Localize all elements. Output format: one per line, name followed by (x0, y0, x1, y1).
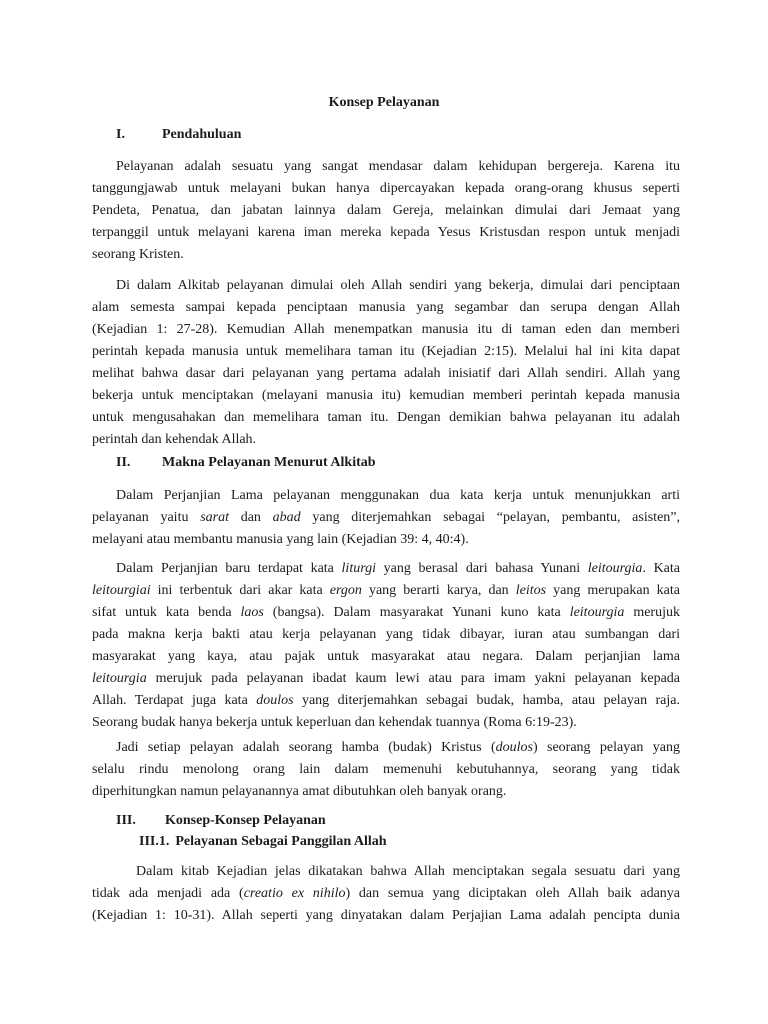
section-number: III. (116, 813, 136, 828)
paragraph-panggilan-1 (92, 861, 680, 927)
text-line: Dalam Perjanjian Lama pelayanan menggunakan dua kata kerja untuk menunjukkan arti (116, 488, 680, 503)
text-line: (Kejadian 1: 10-31). Allah seperti yang dinyatakan dalam Perjajian Lama adalah pencipta dunia (92, 908, 680, 923)
italic-term: doulos (256, 693, 294, 708)
text-line: pada makna kerja bakti atau kerja pelayanan yang tidak dibayar, iuran atau sumbangan dari (92, 627, 680, 642)
text-line: Jadi setiap pelayan adalah seorang hamba (budak) Kristus (doulos) seorang pelayan yang (116, 740, 680, 755)
section-heading-pendahuluan (116, 126, 241, 144)
text-line: Seorang budak hanya bekerja untuk keperluan dan kehendak tuannya (Roma 6:19-23). (92, 715, 577, 730)
text-line: bekerja untuk menciptakan (melayani manusia itu) kemudian memberi perintah kepada manusia (92, 388, 680, 403)
text-line: leitourgiai ini terbentuk dari akar kata ergon yang berarti karya, dan leitos yang merupakan kata (92, 583, 680, 598)
paragraph-makna-1 (92, 485, 680, 551)
section-number: II. (116, 455, 131, 470)
text-line: tidak ada menjadi ada (creatio ex nihilo) dan semua yang diciptakan oleh Allah baik adanya (92, 886, 680, 901)
text-line: melayani atau membantu manusia yang lain (Kejadian 39: 4, 40:4). (92, 532, 469, 547)
text-line: melihat bahwa dasar dari pelayanan yang pertama adalah inisiatif dari Allah sendiri. Allah yang (92, 366, 680, 381)
text-line: sifat untuk kata benda laos (bangsa). Dalam masyarakat Yunani kuno kata leitourgia merujuk (92, 605, 680, 620)
text-line: Di dalam Alkitab pelayanan dimulai oleh Allah sendiri yang bekerja, dimulai dari penciptaan (116, 278, 680, 293)
text-line: (Kejadian 1: 27-28). Kemudian Allah menempatkan manusia itu di taman eden dan memberi (92, 322, 680, 337)
italic-term: ergon (329, 583, 362, 598)
section-heading-makna-pelayanan (116, 454, 376, 472)
text-line: leitourgia merujuk pada pelayanan ibadat kaum lewi atau para imam yakni pelayanan kepada (92, 671, 680, 686)
subsection-heading-panggilan-allah (139, 833, 387, 851)
section-heading-konsep-pelayanan (116, 812, 326, 830)
italic-term: doulos (495, 740, 533, 755)
text-line: Pendeta, Penatua, dan jabatan lainnya dalam Gereja, melainkan dimulai dari Jemaat yang (92, 203, 680, 218)
document-title: Konsep Pelayanan (328, 95, 440, 110)
text-line: masyarakat yang kaya, atau pajak untuk masyarakat atau negara. Dalam perjanjian lama (92, 649, 680, 664)
paragraph-makna-3 (92, 737, 680, 803)
subsection-title: Pelayanan Sebagai Panggilan Allah (175, 834, 387, 849)
text-line: perintah dan kehendak Allah. (92, 432, 257, 447)
text-line: pelayanan yaitu sarat dan abad yang diterjemahkan sebagai “pelayan, pembantu, asisten”, (92, 510, 680, 525)
text-line: Pelayanan adalah sesuatu yang sangat mendasar dalam kehidupan bergereja. Karena itu (116, 159, 680, 174)
text-line: tanggungjawab untuk melayani bukan hanya dipercayakan kepada orang-orang khusus seperti (92, 181, 680, 196)
text-line: Allah. Terdapat juga kata doulos yang diterjemahkan sebagai budak, hamba, atau pelayan raja. (92, 693, 680, 708)
section-title: Konsep-Konsep Pelayanan (165, 813, 326, 828)
italic-term: creatio ex nihilo (243, 886, 346, 901)
text-line: diperhitungkan namun pelayanannya amat dibutuhkan oleh banyak orang. (92, 784, 507, 799)
text-line: terpanggil untuk melayani karena iman mereka kepada Yesus Kristusdan respon untuk menjadi (92, 225, 680, 240)
italic-term: abad (272, 510, 301, 525)
section-title: Pendahuluan (162, 127, 242, 142)
text-line: perintah kepada manusia untuk memelihara taman itu (Kejadian 2:15). Melalui hal ini kita dapat (92, 344, 680, 359)
text-line: Dalam kitab Kejadian jelas dikatakan bahwa Allah menciptakan segala sesuatu dari yang (136, 864, 680, 879)
text-line: Dalam Perjanjian baru terdapat kata liturgi yang berasal dari bahasa Yunani leitourgia. Kata (116, 561, 681, 576)
text-line: alam semesta sampai kepada penciptaan manusia yang segambar dan serupa dengan Allah (92, 300, 680, 315)
italic-term: leitourgia (587, 561, 643, 576)
italic-term: leitos (515, 583, 547, 598)
section-number: I. (116, 127, 125, 142)
text-line: selalu rindu menolong orang lain dalam memenuhi kebutuhannya, seorang yang tidak (92, 762, 680, 777)
paragraph-pendahuluan-1 (92, 156, 680, 266)
section-title: Makna Pelayanan Menurut Alkitab (162, 455, 376, 470)
italic-term: leitourgia (569, 605, 625, 620)
italic-term: leitourgia (92, 671, 147, 686)
text-line: seorang Kristen. (92, 247, 184, 262)
italic-term: sarat (200, 510, 229, 525)
italic-term: liturgi (341, 561, 377, 576)
paragraph-makna-2 (92, 558, 680, 734)
subsection-number: III.1. (139, 834, 170, 849)
text-line: untuk mengusahakan dan memelihara taman itu. Dengan demikian bahwa pelayanan itu adalah (92, 410, 680, 425)
italic-term: laos (240, 605, 264, 620)
paragraph-pendahuluan-2 (92, 275, 680, 451)
italic-term: leitourgiai (92, 583, 151, 598)
